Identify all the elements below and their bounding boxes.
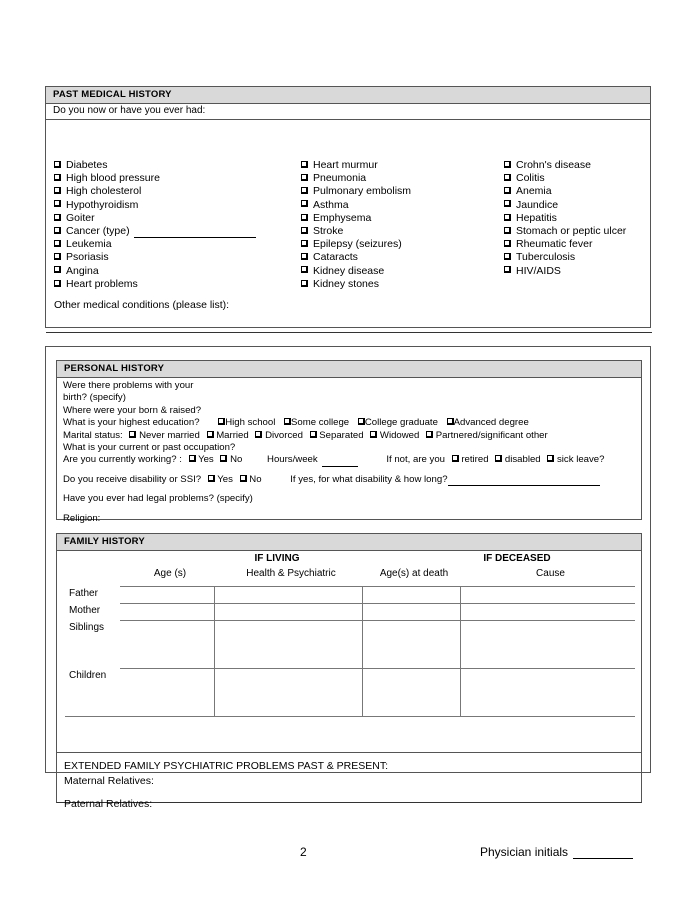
row-label-siblings: Siblings <box>69 621 105 633</box>
cell-children-age-at-death[interactable] <box>362 669 460 717</box>
checkbox-item-hypothyroidism[interactable] <box>54 199 304 212</box>
checkbox-item-kidney-stones[interactable] <box>301 278 501 291</box>
checkbox-icon[interactable] <box>504 253 511 260</box>
checkbox-icon[interactable] <box>54 253 61 260</box>
other-conditions-divider <box>46 332 652 333</box>
disability-ssi-row <box>63 474 641 486</box>
checkbox-label: Kidney stones <box>313 277 379 290</box>
past-medical-history-title: PAST MEDICAL HISTORY <box>45 86 651 104</box>
checkbox-item-cancer[interactable] <box>54 225 304 238</box>
currently-working-row <box>63 454 641 466</box>
checkbox-icon[interactable] <box>54 266 61 273</box>
paternal-relatives-label: Paternal Relatives: <box>64 798 153 810</box>
checkbox-item-stomach-or-peptic-ulcer[interactable] <box>504 225 654 238</box>
checkbox-icon[interactable] <box>504 227 511 234</box>
checkbox-label: Cataracts <box>313 251 358 264</box>
cell-mother-health[interactable] <box>214 604 362 621</box>
page-number: 2 <box>300 845 307 859</box>
marital-option-label: Widowed <box>379 429 420 441</box>
checkbox-label: Stroke <box>313 225 344 238</box>
checkbox-item-emphysema[interactable] <box>301 212 501 225</box>
extended-family-psychiatric-block <box>64 759 388 812</box>
checkbox-label: High blood pressure <box>66 172 160 185</box>
checkbox-label: Anemia <box>516 185 552 198</box>
checkbox-icon[interactable] <box>220 455 227 462</box>
disability-detail-input[interactable] <box>448 476 600 486</box>
legal-problems-question: Have you ever had legal problems? (specify) <box>63 493 253 505</box>
cell-mother-age[interactable] <box>120 604 214 621</box>
column-header-health-psychiatric: Health & Psychiatric <box>246 568 336 579</box>
cell-mother-cause[interactable] <box>460 604 635 621</box>
checkbox-label: Pneumonia <box>313 172 367 185</box>
checkbox-label: Kidney disease <box>313 264 385 277</box>
checkbox-item-kidney-disease[interactable] <box>301 265 501 278</box>
row-label-father: Father <box>69 587 98 599</box>
checkbox-item-crohns-disease[interactable] <box>504 159 654 172</box>
checkbox-icon[interactable] <box>547 455 554 462</box>
checkbox-icon[interactable] <box>447 418 454 425</box>
past-medical-history-body <box>45 119 651 328</box>
hours-per-week-label: Hours/week <box>267 454 318 466</box>
checkbox-icon[interactable] <box>301 227 308 234</box>
checkbox-icon[interactable] <box>301 187 308 194</box>
disability-ifyes-label: If yes, for what disability & how long? <box>290 473 448 485</box>
cancer-type-input[interactable] <box>134 228 256 238</box>
cell-siblings-age[interactable] <box>120 621 214 669</box>
checkbox-item-tuberculosis[interactable] <box>504 251 654 264</box>
family-history-table <box>65 586 635 717</box>
working-no-label: No <box>230 454 243 466</box>
checkbox-icon[interactable] <box>301 266 308 273</box>
cell-children-cause[interactable] <box>460 669 635 717</box>
marital-status-row <box>63 430 641 442</box>
physician-initials-label: Physician initials <box>480 845 569 859</box>
checkbox-item-pulmonary-embolism[interactable] <box>301 185 501 198</box>
checkbox-icon[interactable] <box>54 227 61 234</box>
personal-and-family-history-section <box>45 346 651 810</box>
group-header-if-deceased: IF DECEASED <box>483 553 551 564</box>
checkbox-label: Heart murmur <box>313 159 378 171</box>
checkbox-label: Epilepsy (seizures) <box>313 238 402 251</box>
cell-father-age-at-death[interactable] <box>362 587 460 604</box>
row-label-mother: Mother <box>69 604 101 616</box>
hours-per-week-input[interactable] <box>322 457 358 467</box>
checkbox-item-colitis[interactable] <box>504 172 654 185</box>
cell-children-health[interactable] <box>214 669 362 717</box>
checkbox-icon[interactable] <box>284 418 291 425</box>
checkbox-icon[interactable] <box>370 431 377 438</box>
family-history-body <box>56 550 642 753</box>
checkbox-label: Emphysema <box>313 211 372 224</box>
education-option-label: College graduate <box>364 417 438 429</box>
extended-family-title: EXTENDED FAMILY PSYCHIATRIC PROBLEMS PAST & PRESENT: <box>64 760 389 772</box>
checkbox-item-hiv-aids[interactable] <box>504 265 654 278</box>
checkbox-item-jaundice[interactable] <box>504 199 654 212</box>
religion-label: Religion: <box>63 512 101 524</box>
checkbox-item-heart-problems[interactable] <box>54 278 304 291</box>
education-option-label: Advanced degree <box>453 417 529 429</box>
cell-siblings-health[interactable] <box>214 621 362 669</box>
table-row <box>65 621 635 669</box>
checkbox-label: HIV/AIDS <box>516 264 561 277</box>
checkbox-icon[interactable] <box>504 187 511 194</box>
checkbox-label: Pulmonary embolism <box>313 185 412 198</box>
checkbox-label: Tuberculosis <box>516 251 576 264</box>
checkbox-item-cataracts[interactable] <box>301 251 501 264</box>
checkbox-icon[interactable] <box>301 214 308 221</box>
checkbox-icon[interactable] <box>504 200 511 207</box>
checkbox-icon[interactable] <box>301 280 308 287</box>
personal-history-body <box>56 377 642 524</box>
checkbox-label: Asthma <box>313 198 349 211</box>
checkbox-icon[interactable] <box>495 455 502 462</box>
checkbox-icon[interactable] <box>301 174 308 181</box>
checkbox-item-leukemia[interactable] <box>54 238 304 251</box>
checkbox-item-pneumonia[interactable] <box>301 172 501 185</box>
checkbox-label: Hypothyroidism <box>66 198 139 211</box>
checkbox-icon[interactable] <box>358 418 365 425</box>
education-row <box>63 417 641 429</box>
checkbox-label: Jaundice <box>516 198 559 211</box>
marital-option-label: Separated <box>319 429 364 441</box>
pmh-checkbox-column-3 <box>504 159 654 278</box>
checkbox-item-anemia[interactable] <box>504 185 654 198</box>
checkbox-icon[interactable] <box>301 253 308 260</box>
checkbox-item-high-blood-pressure[interactable] <box>54 172 304 185</box>
checkbox-label: Diabetes <box>66 159 108 171</box>
checkbox-icon[interactable] <box>301 200 308 207</box>
checkbox-icon[interactable] <box>504 240 511 247</box>
cell-father-cause[interactable] <box>460 587 635 604</box>
cell-children-age[interactable] <box>120 669 214 717</box>
family-history-title: FAMILY HISTORY <box>56 533 642 551</box>
marital-option-label: Married <box>216 429 249 441</box>
checkbox-item-asthma[interactable] <box>301 199 501 212</box>
checkbox-icon[interactable] <box>426 431 433 438</box>
checkbox-item-heart-murmur[interactable] <box>301 159 501 172</box>
checkbox-icon[interactable] <box>504 174 511 181</box>
checkbox-item-high-cholesterol[interactable] <box>54 185 304 198</box>
disability-no-label: No <box>249 473 262 485</box>
checkbox-item-diabetes[interactable] <box>54 159 304 172</box>
marital-option-label: Never married <box>139 429 200 441</box>
checkbox-item-angina[interactable] <box>54 265 304 278</box>
checkbox-icon[interactable] <box>218 418 225 425</box>
checkbox-icon[interactable] <box>301 240 308 247</box>
table-row <box>65 669 635 717</box>
pmh-checkbox-column-1 <box>54 159 304 291</box>
marital-option-label: Divorced <box>265 429 303 441</box>
retired-label: retired <box>461 454 489 466</box>
cell-father-health[interactable] <box>214 587 362 604</box>
physician-initials-input[interactable] <box>573 846 633 859</box>
checkbox-icon[interactable] <box>54 214 61 221</box>
disability-ssi-label: Do you receive disability or SSI? <box>63 473 202 485</box>
checkbox-icon[interactable] <box>452 455 459 462</box>
checkbox-icon[interactable] <box>208 475 215 482</box>
checkbox-label: Colitis <box>516 172 545 185</box>
physician-initials-field <box>480 845 633 859</box>
checkbox-icon[interactable] <box>54 280 61 287</box>
cell-siblings-age-at-death[interactable] <box>362 621 460 669</box>
checkbox-label: Crohn's disease <box>516 159 591 171</box>
checkbox-label: Angina <box>66 264 99 277</box>
birth-problems-line-1: Were there problems with your <box>63 380 194 391</box>
checkbox-icon[interactable] <box>504 161 511 168</box>
checkbox-icon[interactable] <box>129 431 136 438</box>
checkbox-icon[interactable] <box>54 161 61 168</box>
row-label-children: Children <box>65 669 120 717</box>
checkbox-icon[interactable] <box>240 475 247 482</box>
checkbox-label: Heart problems <box>66 277 138 290</box>
education-option-label: Some college <box>291 417 350 429</box>
maternal-relatives-label: Maternal Relatives: <box>64 775 154 787</box>
if-not-label: If not, are you <box>386 454 446 466</box>
other-medical-conditions-label: Other medical conditions (please list): <box>54 299 230 311</box>
currently-working-label: Are you currently working? : <box>63 454 182 466</box>
checkbox-icon[interactable] <box>301 161 308 168</box>
table-row <box>65 604 635 621</box>
checkbox-label: Psoriasis <box>66 251 109 264</box>
marital-option-label: Partnered/significant other <box>435 429 548 441</box>
cell-father-age[interactable] <box>120 587 214 604</box>
checkbox-icon[interactable] <box>207 431 214 438</box>
checkbox-label: Cancer (type) <box>66 225 130 238</box>
education-option-label: High school <box>225 417 276 429</box>
disabled-label: disabled <box>504 454 541 466</box>
column-header-cause: Cause <box>536 568 565 579</box>
checkbox-item-epilepsy[interactable] <box>301 238 501 251</box>
family-history-column-headers <box>57 553 643 585</box>
past-medical-history-prompt: Do you now or have you ever had: <box>45 103 651 120</box>
cell-siblings-cause[interactable] <box>460 621 635 669</box>
pmh-checkbox-column-2 <box>301 159 501 291</box>
birth-problems-line-2: birth? (specify) <box>63 392 126 404</box>
column-header-age: Age (s) <box>153 568 187 579</box>
occupation-question: What is your current or past occupation? <box>63 442 236 454</box>
table-row <box>65 587 635 604</box>
marital-status-label: Marital status: <box>63 429 123 441</box>
past-medical-history-section <box>45 86 651 328</box>
checkbox-icon[interactable] <box>310 431 317 438</box>
checkbox-label: Rheumatic fever <box>516 238 593 251</box>
cell-mother-age-at-death[interactable] <box>362 604 460 621</box>
column-header-age-at-death: Age(s) at death <box>379 568 449 579</box>
group-header-if-living: IF LIVING <box>254 553 300 564</box>
education-label: What is your highest education? <box>63 417 200 429</box>
checkbox-item-goiter[interactable] <box>54 212 304 225</box>
disability-yes-label: Yes <box>217 473 233 485</box>
checkbox-item-psoriasis[interactable] <box>54 251 304 264</box>
personal-history-title: PERSONAL HISTORY <box>56 360 642 378</box>
sick-leave-label: sick leave? <box>557 454 605 466</box>
born-raised-question: Where were your born & raised? <box>63 404 202 416</box>
checkbox-icon[interactable] <box>54 174 61 181</box>
checkbox-icon[interactable] <box>189 455 196 462</box>
checkbox-label: Leukemia <box>66 238 112 251</box>
checkbox-item-rheumatic-fever[interactable] <box>504 238 654 251</box>
checkbox-icon[interactable] <box>54 200 61 207</box>
checkbox-item-stroke[interactable] <box>301 225 501 238</box>
checkbox-icon[interactable] <box>54 240 61 247</box>
checkbox-icon[interactable] <box>255 431 262 438</box>
checkbox-label: High cholesterol <box>66 185 142 198</box>
checkbox-item-hepatitis[interactable] <box>504 212 654 225</box>
checkbox-icon[interactable] <box>504 214 511 221</box>
working-yes-label: Yes <box>198 454 214 466</box>
checkbox-icon[interactable] <box>54 187 61 194</box>
checkbox-label: Stomach or peptic ulcer <box>516 225 627 238</box>
checkbox-label: Goiter <box>66 211 95 224</box>
checkbox-icon[interactable] <box>504 266 511 273</box>
checkbox-label: Hepatitis <box>516 211 557 224</box>
